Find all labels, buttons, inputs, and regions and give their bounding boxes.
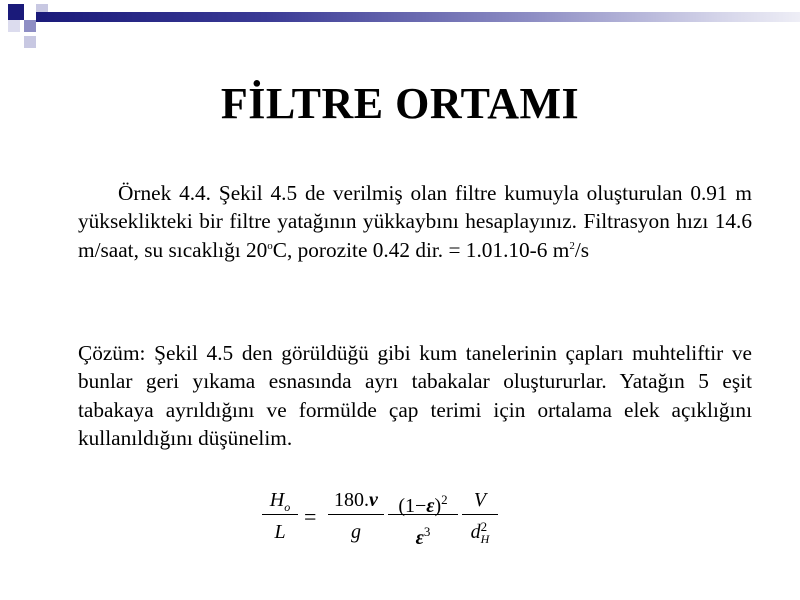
header-square: [24, 20, 36, 32]
porosity-close: ): [434, 495, 442, 517]
lhs-fraction: [262, 486, 298, 545]
lhs-numerator-sub: o: [284, 500, 291, 514]
viscosity-fraction: [328, 486, 384, 545]
epsilon-denominator: ε: [415, 527, 424, 549]
gravity-symbol: g: [351, 521, 361, 543]
diameter-exponent: 2: [480, 519, 488, 535]
header-square: [8, 20, 20, 32]
degree-superscript: o: [267, 239, 273, 252]
unit-superscript: 2: [569, 239, 575, 252]
diameter-subscript: H: [480, 532, 490, 547]
header-square: [8, 4, 24, 20]
nu-symbol: ν: [369, 489, 378, 511]
epsilon-exponent: 3: [423, 524, 431, 539]
velocity-fraction: [462, 486, 498, 545]
slide-title: FİLTRE ORTAMI: [220, 79, 580, 128]
velocity-symbol: V: [473, 489, 487, 511]
diameter-symbol: d: [470, 521, 481, 543]
equals-sign: =: [304, 504, 317, 529]
header-decoration: [0, 0, 800, 60]
epsilon-symbol: ε: [426, 495, 435, 517]
porosity-fraction: [388, 486, 458, 549]
lhs-numerator: H: [269, 489, 285, 511]
header-square: [24, 36, 36, 48]
porosity-exponent: 2: [441, 492, 448, 507]
porosity-open: (1−: [398, 495, 427, 517]
lhs-denominator: L: [274, 521, 286, 543]
example-paragraph: [78, 179, 752, 264]
example-text-continued: C, porozite 0.42 dir. = 1.01.10-6 m: [272, 237, 570, 262]
header-gradient-strip: [36, 12, 800, 22]
example-text-end: /s: [574, 237, 590, 262]
coefficient: 180.: [334, 489, 370, 511]
solution-paragraph: Çözüm: Şekil 4.5 den görüldüğü gibi kum tanelerinin çapları muhteliftir ve bunlar geri yıkama esnasında ayrı tabakalar oluştururlar. Yatağın 5 eşit tabakaya ayrıldığını ve formülde çap terimi için ortalama elek açıklığını kullanıldığını düşünelim.: [78, 341, 752, 450]
headloss-formula: [262, 486, 522, 556]
example-text: Örnek 4.4. Şekil 4.5 de verilmiş olan filtre kumuyla oluşturulan 0.91 m yükseklikteki bir filtre yatağının yükkaybını hesaplayınız. Filtrasyon hızı 14.6 m/saat, su sıcaklığı 20: [78, 181, 752, 262]
